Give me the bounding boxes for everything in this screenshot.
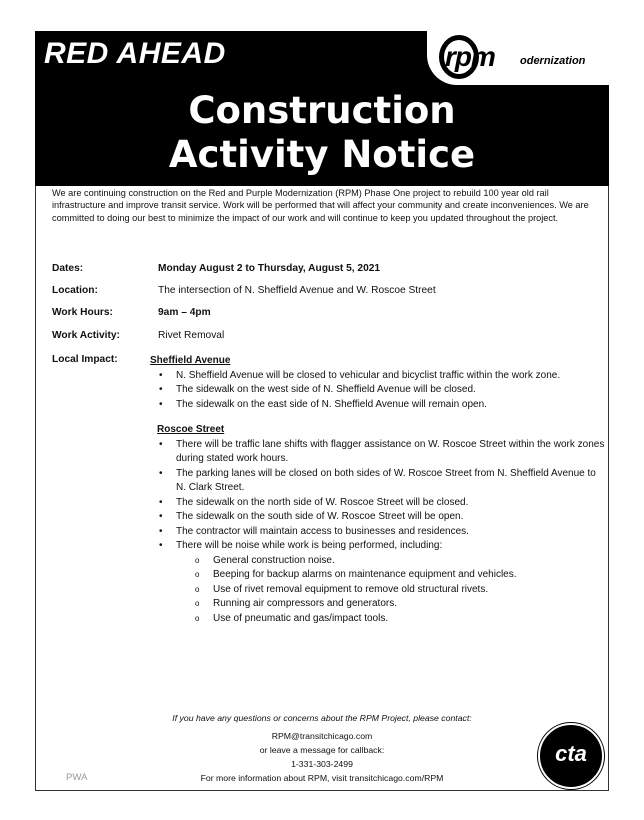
noise-sublist: [176, 554, 605, 627]
local-impact-section: [150, 354, 605, 626]
list-item: • The sidewalk on the west side of N. Sheffield Avenue will be closed.: [176, 383, 605, 398]
list-item: o Use of pneumatic and gas/impact tools.: [213, 612, 605, 627]
pwa-mark: PWA: [66, 772, 88, 783]
work-hours-value: 9am – 4pm: [158, 307, 211, 318]
contact-phone[interactable]: 1-331-303-2499: [291, 759, 353, 769]
title-line-2: Activity Notice: [168, 133, 476, 176]
work-activity-value: Rivet Removal: [158, 330, 225, 341]
dates-label: Dates:: [52, 263, 84, 274]
more-info-text: For more information about RPM, visit transitchicago.com/RPM: [200, 773, 444, 783]
rpm-logo-subtext: odernization: [520, 55, 586, 67]
callback-text: or leave a message for callback:: [259, 745, 385, 755]
list-item: • There will be noise while work is being performed, including:: [176, 539, 605, 554]
location-label: Location:: [52, 285, 98, 296]
page-title: [35, 89, 609, 177]
list-item: • The contractor will maintain access to businesses and residences.: [176, 525, 605, 540]
red-ahead-logo: RED AHEAD: [44, 37, 226, 70]
title-line-1: Construction: [188, 89, 456, 132]
list-item: • The sidewalk on the east side of N. Sheffield Avenue will remain open.: [176, 398, 605, 413]
contact-email[interactable]: RPM@transitchicago.com: [271, 731, 373, 741]
dates-value: Monday August 2 to Thursday, August 5, 2021: [158, 263, 381, 274]
cta-logo-text: cta: [555, 741, 587, 766]
list-item: o General construction noise.: [213, 554, 605, 569]
cta-logo: [538, 723, 604, 789]
header-banner: [35, 31, 609, 186]
rpm-logo-text: rpm: [445, 41, 495, 72]
local-impact-label: Local Impact:: [52, 354, 118, 365]
work-activity-label: Work Activity:: [52, 330, 120, 341]
work-hours-label: Work Hours:: [52, 307, 113, 318]
list-item: o Beeping for backup alarms on maintenance equipment and vehicles.: [213, 568, 605, 583]
list-item: • There will be traffic lane shifts with flagger assistance on W. Roscoe Street within the work zones during stated work hours.: [176, 438, 605, 467]
sheffield-list: [150, 369, 605, 413]
header-top-bar: [35, 31, 609, 85]
roscoe-list: [150, 438, 605, 554]
list-item: o Running air compressors and generators.: [213, 597, 605, 612]
rpm-modernization-logo: [427, 31, 609, 85]
location-value: The intersection of N. Sheffield Avenue and W. Roscoe Street: [158, 285, 436, 296]
list-item: • The parking lanes will be closed on both sides of W. Roscoe Street from N. Sheffield Avenue to N. Clark Street.: [176, 467, 605, 496]
list-item: o Use of rivet removal equipment to remove old structural rivets.: [213, 583, 605, 598]
list-item: • N. Sheffield Avenue will be closed to vehicular and bicyclist traffic within the work zone.: [176, 369, 605, 384]
list-item: • The sidewalk on the north side of W. Roscoe Street will be closed.: [176, 496, 605, 511]
list-item: • The sidewalk on the south side of W. Roscoe Street will be open.: [176, 510, 605, 525]
roscoe-heading: Roscoe Street: [157, 424, 225, 435]
sheffield-heading: Sheffield Avenue: [150, 355, 231, 366]
intro-paragraph: We are continuing construction on the Red and Purple Modernization (RPM) Phase One project to rebuild 100 year old rail infrastructure and improve transit service. Work will be performed that will affect your community and create inconveniences. We are committed to doing our best to minimize the impact of our work and will continue to keep you updated throughout the project.: [52, 188, 589, 223]
contact-prompt: If you have any questions or concerns about the RPM Project, please contact:: [172, 713, 472, 723]
